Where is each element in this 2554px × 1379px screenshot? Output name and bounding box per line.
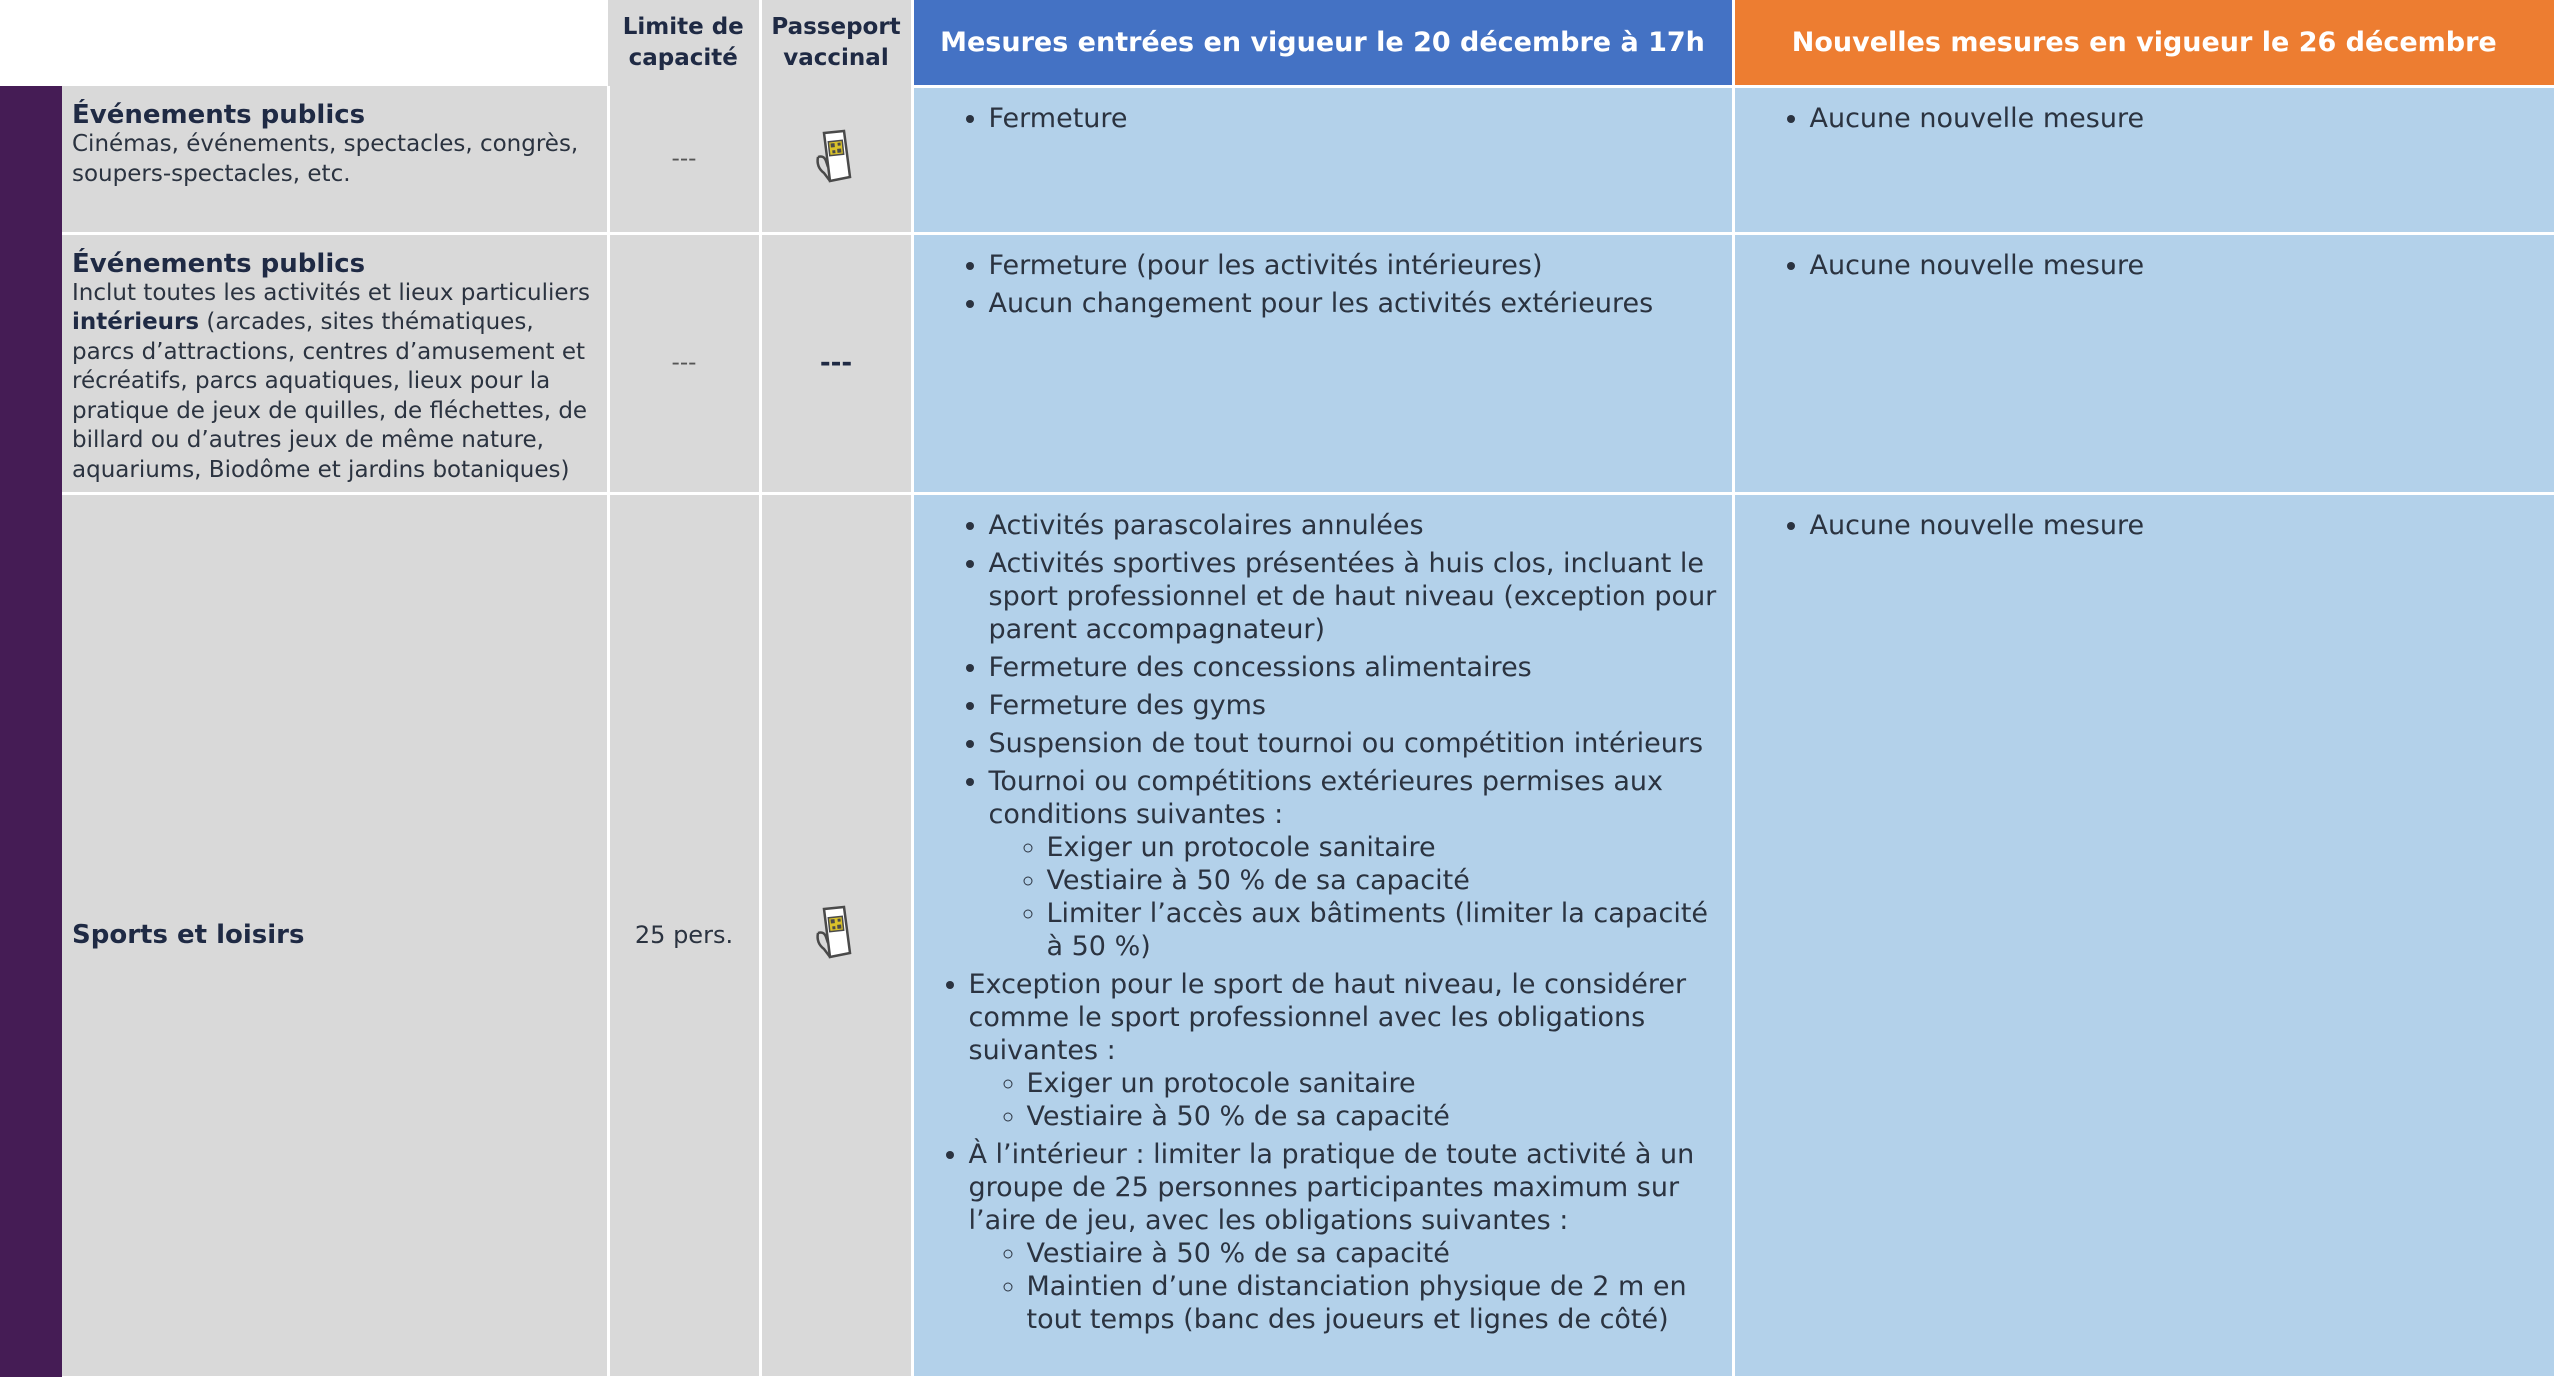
- sub-list-item: ◦ Vestiaire à 50 % de sa capacité: [1027, 1237, 1732, 1270]
- sub-list-item: ◦ Exiger un protocole sanitaire: [1027, 1067, 1732, 1100]
- list-item: • Aucun changement pour les activités extérieures: [989, 287, 1732, 320]
- dec20-list: [914, 102, 1732, 135]
- row-title: Événements publics: [72, 249, 595, 279]
- phone-qr-icon: [814, 903, 858, 967]
- capacity-cell: [608, 233, 760, 493]
- desc-text: Inclut toutes les activités et lieux particuliers: [72, 280, 590, 306]
- list-item: [989, 765, 1732, 963]
- capacity-value: ---: [672, 146, 697, 172]
- list-item: • Aucune nouvelle mesure: [1810, 249, 2554, 282]
- header-capacity: Limite de capacité: [608, 0, 760, 86]
- dec20-cell: [912, 86, 1733, 233]
- desc-bold-text: intérieurs: [72, 309, 199, 335]
- sub-list-item: ◦ Exiger un protocole sanitaire: [1047, 831, 1732, 864]
- passport-cell: [760, 493, 912, 1377]
- row-title: Événements publics: [72, 100, 595, 130]
- dec20-list-secondary: [914, 968, 1732, 1336]
- sub-list: [989, 831, 1732, 963]
- list-item-text: Tournoi ou compétitions extérieures permises aux conditions suivantes :: [989, 766, 1664, 830]
- dec26-list: [1735, 509, 2554, 542]
- list-item-text: À l’intérieur : limiter la pratique de toute activité à un groupe de 25 personnes participantes maximum sur l’aire de jeu, avec les obligations suivantes :: [969, 1139, 1695, 1236]
- header-blank: [0, 0, 608, 86]
- dec26-cell: [1733, 493, 2554, 1377]
- list-item: • Activités parascolaires annulées: [989, 509, 1732, 542]
- dec26-cell: [1733, 86, 2554, 233]
- list-item: [969, 968, 1732, 1133]
- sub-list-item: ◦ Maintien d’une distanciation physique de 2 m en tout temps (banc des joueurs et lignes de côté): [1027, 1270, 1732, 1336]
- list-item: [969, 1138, 1732, 1336]
- list-item: • Fermeture des gyms: [989, 689, 1732, 722]
- list-item: • Fermeture des concessions alimentaires: [989, 651, 1732, 684]
- capacity-value: ---: [672, 350, 697, 376]
- dec20-cell: [912, 493, 1733, 1377]
- row-description: Cinémas, événements, spectacles, congrès, soupers-spectacles, etc.: [72, 130, 595, 189]
- dec20-list: [914, 249, 1732, 320]
- row-title: Sports et loisirs: [72, 920, 595, 950]
- capacity-cell: [608, 493, 760, 1377]
- row-name-cell: [62, 86, 608, 233]
- capacity-cell: [608, 86, 760, 233]
- dec20-cell: [912, 233, 1733, 493]
- category-side-bar: [0, 86, 62, 1377]
- list-item: • Fermeture: [989, 102, 1732, 135]
- row-name-cell: [62, 493, 608, 1377]
- row-description: [72, 279, 595, 486]
- capacity-value: 25 pers.: [635, 921, 733, 949]
- passport-cell: [760, 86, 912, 233]
- dec26-cell: [1733, 233, 2554, 493]
- phone-qr-icon: [814, 127, 858, 191]
- list-item: • Aucune nouvelle mesure: [1810, 509, 2554, 542]
- desc-text: (arcades, sites thématiques, parcs d’attractions, centres d’amusement et récréatifs, parcs aquatiques, lieux pour la pratique de jeux de quilles, de fléchettes, de billard ou d’autres jeux de même nature, aquariums, Biodôme et jardins botaniques): [72, 309, 587, 483]
- dec26-list: [1735, 249, 2554, 282]
- row-name-cell: [62, 233, 608, 493]
- passport-cell: [760, 233, 912, 493]
- sub-list-item: ◦ Vestiaire à 50 % de sa capacité: [1027, 1100, 1732, 1133]
- sub-list: [969, 1237, 1732, 1336]
- header-dec20: Mesures entrées en vigueur le 20 décembre à 17h: [912, 0, 1733, 86]
- passport-value: ---: [820, 348, 852, 378]
- dec20-list: [914, 509, 1732, 963]
- list-item-text: Exception pour le sport de haut niveau, le considérer comme le sport professionnel avec les obligations suivantes :: [969, 969, 1687, 1066]
- header-dec26: Nouvelles mesures en vigueur le 26 décembre: [1733, 0, 2554, 86]
- header-passport: Passeport vaccinal: [760, 0, 912, 86]
- sub-list: [969, 1067, 1732, 1133]
- list-item: • Aucune nouvelle mesure: [1810, 102, 2554, 135]
- list-item: • Fermeture (pour les activités intérieures): [989, 249, 1732, 282]
- list-item: • Activités sportives présentées à huis clos, incluant le sport professionnel et de haut niveau (exception pour parent accompagnateur): [989, 547, 1732, 646]
- dec26-list: [1735, 102, 2554, 135]
- sub-list-item: ◦ Vestiaire à 50 % de sa capacité: [1047, 864, 1732, 897]
- list-item: • Suspension de tout tournoi ou compétition intérieurs: [989, 727, 1732, 760]
- sub-list-item: ◦ Limiter l’accès aux bâtiments (limiter la capacité à 50 %): [1047, 897, 1732, 963]
